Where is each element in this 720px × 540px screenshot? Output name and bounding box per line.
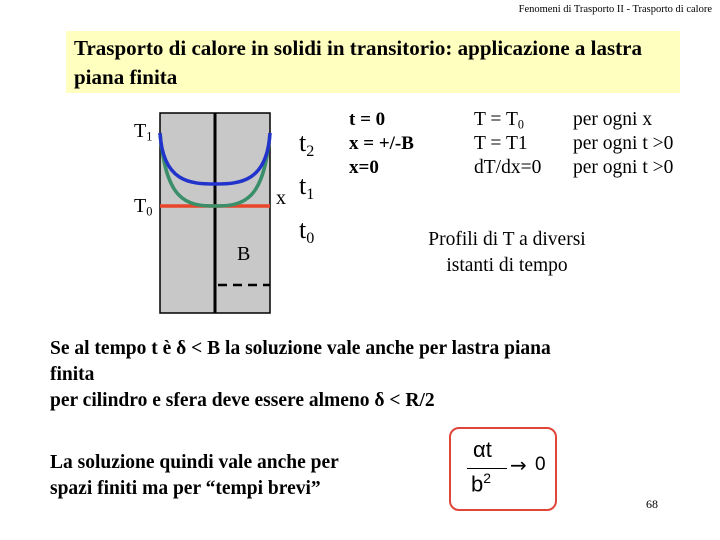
label-time-t0: $t_0$ bbox=[299, 215, 315, 247]
conditions-column-variables: t = 0 x = +/-B x=0 bbox=[349, 109, 414, 178]
label-time-t2: $t_2$ bbox=[299, 128, 315, 160]
conclusion-paragraph: La soluzione quindi vale anche per spazi finiti ma per “tempi brevi” bbox=[50, 452, 339, 499]
body-paragraph: Se al tempo t è δ < B la soluzione vale anche per lastra piana finita per cilindro e sfera deve essere almeno δ < R/2 bbox=[50, 338, 551, 411]
page-number: 68 bbox=[646, 497, 658, 511]
diagram-caption: Profili di T a diversi istanti di tempo bbox=[428, 229, 586, 276]
slide-title: Trasporto di calore in solidi in transitorio: applicazione a lastra piana finita bbox=[74, 36, 642, 89]
conditions-column-domain: per ogni x per ogni t >0 per ogni t >0 bbox=[573, 109, 674, 178]
formula-fraction-bar bbox=[467, 468, 507, 469]
formula-arrow: → bbox=[510, 453, 527, 477]
formula-numerator: αt bbox=[473, 437, 492, 462]
label-half-thickness-b: B bbox=[237, 243, 251, 265]
formula-box bbox=[449, 427, 557, 511]
conditions-column-values: $T = T_0$ T = T1 dT/dx=0 bbox=[474, 109, 542, 178]
label-t0-temperature: $T_0$ bbox=[134, 195, 153, 219]
label-time-t1: $t_1$ bbox=[299, 171, 315, 203]
formula-limit: 0 bbox=[535, 454, 546, 475]
label-t1-temperature: $T_1$ bbox=[134, 120, 153, 144]
slide-header: Fenomeni di Trasporto II - Trasporto di calore bbox=[518, 4, 712, 15]
label-x-axis: x bbox=[276, 187, 286, 209]
formula-denominator: $b^2$ bbox=[471, 470, 492, 497]
